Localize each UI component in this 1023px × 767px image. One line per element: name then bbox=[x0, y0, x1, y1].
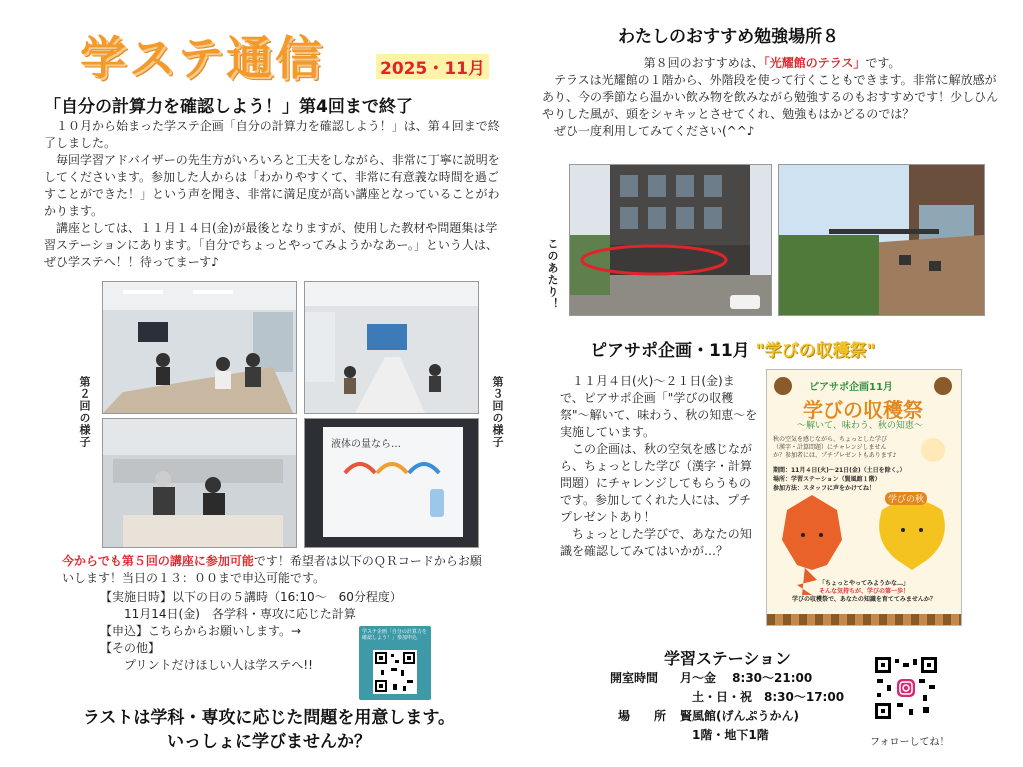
poster-chestnut-border bbox=[767, 614, 961, 625]
poster-tag: 学びの秋 bbox=[885, 492, 927, 505]
instagram-qr-code[interactable] bbox=[873, 655, 939, 721]
photo-round2-students bbox=[102, 418, 297, 548]
study-spot-body bbox=[542, 55, 1002, 140]
poster-intro: 秋の空気を感じながら、ちょっとした学び（漢字・計算問題）にチャレンジしませんか？参加者には、プチプレゼントもあります♪ bbox=[773, 436, 897, 459]
article-paragraph-1: １０月から始まった学ステ企画「自分の計算力を確認しよう！」は、第４回まで終了しました。 bbox=[44, 119, 500, 150]
newsletter-title: 学ステ通信 bbox=[80, 31, 325, 85]
issue-date: 2025・11月 bbox=[376, 54, 489, 79]
peer-support-body bbox=[560, 373, 758, 560]
poster-title: 学びの収穫祭 bbox=[803, 398, 923, 422]
closing-line-1: ラストは学科・専攻に応じた問題を用意します。 bbox=[82, 708, 456, 728]
poster-bubble bbox=[771, 580, 957, 604]
poster-bubble-1: 「ちょっとやってみようかな…」 bbox=[818, 580, 909, 587]
peer-paragraph-1: １１月４日(火)～２１日(金)まで、ピアサポ企画「"学びの収穫祭"～解いて、味わう、秋の知恵～を実施しています。 bbox=[560, 374, 758, 439]
poster-period: 期間：11月４日(火)～21日(金)（土日を除く。） bbox=[773, 467, 906, 474]
peer-paragraph-2: この企画は、秋の空気を感じながら、ちょっとした学び（漢字・計算問題）にチャレンジしてもらうものです。参加してくれた人には、プチプレゼントあり！ bbox=[560, 442, 753, 524]
photo-terrace bbox=[778, 164, 985, 316]
article-body bbox=[44, 118, 504, 271]
detail-other: 【その他】 bbox=[100, 641, 161, 655]
hours-weekend: 土・日・祝 8:30～17:00 bbox=[692, 690, 845, 704]
place-floor: 1階・地下1階 bbox=[692, 728, 769, 742]
hours-label: 開室時間 bbox=[610, 671, 659, 685]
photo-building-exterior bbox=[569, 164, 772, 316]
detail-date: 11月14日(金) 各学科・専攻に応じた計算 bbox=[100, 607, 356, 621]
signup-qr-code[interactable] bbox=[359, 626, 431, 700]
photo-round3-slide bbox=[304, 418, 479, 548]
round3-label: 第３回の様子 bbox=[491, 376, 504, 448]
article-paragraph-3: 講座としては、１１月１４日(金)が最後となりますが、使用した教材や問題集は学習ステーションにあります。「自分でちょっとやってみようかなあー。」という人は、ぜひ学ステへ！！待ってまーす♪ bbox=[44, 221, 498, 269]
closing-message bbox=[44, 706, 494, 754]
rec-description: テラスは光耀館の１階から、外階段を使って行くこともできます。非常に解放感があり、今の季節なら温かい飲み物を飲みながら勉強するのもおすすめです！少しひんやりした風が、頭をシャキッとさせてくれ、勉強もはかどるのでは？ bbox=[542, 73, 999, 121]
poster-method: 参加方法：スタッフに声をかけてね！ bbox=[773, 485, 876, 492]
hours-weekday: 月～金 8:30～21:00 bbox=[680, 671, 813, 685]
qr-caption: 学ステ企画「自分の計算力を確認しよう！」参加申込 bbox=[362, 629, 427, 641]
rec-place: 「光耀館のテラス」 bbox=[763, 56, 866, 70]
poster-kicker: ピアサポ企画11月 bbox=[809, 382, 893, 393]
detail-print: プリントだけほしい人は学ステへ!! bbox=[100, 658, 313, 672]
detail-datetime: 【実施日時】以下の日の５講時（16:10～ 60分程度） bbox=[100, 590, 402, 604]
rec-suffix: です。 bbox=[865, 56, 901, 70]
study-spot-headline: わたしのおすすめ勉強場所８ bbox=[618, 27, 840, 47]
slide-title: 液体の量なら… bbox=[331, 439, 401, 450]
photo-round2-classroom bbox=[102, 281, 297, 414]
follow-caption: フォローしてね！ bbox=[870, 737, 950, 748]
detail-apply[interactable]: 【申込】こちらからお願いします。→ bbox=[100, 624, 302, 638]
signup-highlight: 今からでも第５回の講座に参加可能 bbox=[62, 554, 254, 568]
harvest-festival-poster bbox=[766, 369, 962, 626]
poster-subtitle: ～解いて、味わう、秋の知恵～ bbox=[797, 421, 923, 431]
place-label: 場 所 bbox=[618, 709, 667, 723]
station-title: 学習ステーション bbox=[664, 649, 792, 668]
peer-heading-text: ピアサポ企画・11月 bbox=[590, 341, 750, 361]
closing-line-2: いっしょに学びませんか？ bbox=[167, 732, 371, 752]
arrow-label: このあたり！ bbox=[546, 238, 559, 310]
signup-info bbox=[62, 553, 482, 587]
rec-intro: 第８回のおすすめは、 bbox=[643, 56, 764, 70]
round2-label: 第２回の様子 bbox=[78, 376, 91, 448]
peer-support-heading bbox=[590, 336, 875, 361]
signup-text: です！希望者は以下のＱＲコードからお願いします！当日の１３：００まで申込可能です。 bbox=[62, 554, 482, 585]
photo-round3-classroom bbox=[304, 281, 479, 414]
poster-bubble-2: そんな気持ちが、学びの第一歩！ bbox=[818, 588, 909, 595]
peer-heading-title: "学びの収穫祭" bbox=[755, 341, 876, 361]
poster-place: 場所：学習ステーション（賢風館１階） bbox=[773, 476, 881, 483]
poster-bubble-3: 学びの収穫祭で、あなたの知識を育ててみませんか？ bbox=[792, 596, 936, 603]
rec-closing: ぜひ一度利用してみてください(^^♪ bbox=[542, 124, 755, 138]
article-headline: 「自分の計算力を確認しよう！」第4回まで終了 bbox=[44, 97, 413, 117]
peer-paragraph-3: ちょっとした学びで、あなたの知識を確認してみてはいかが…？ bbox=[560, 527, 752, 558]
place-value: 賢風館(げんぷうかん) bbox=[680, 709, 799, 723]
article-paragraph-2: 毎回学習アドバイザーの先生方がいろいろと工夫をしながら、非常に丁寧に説明をしてくださいます。参加した人からは「わかりやすくて、非常に有意義な時間を過ごすことができた！」という声を聞き、非常に満足度が高い講座となっていることがわかります。 bbox=[44, 153, 500, 218]
